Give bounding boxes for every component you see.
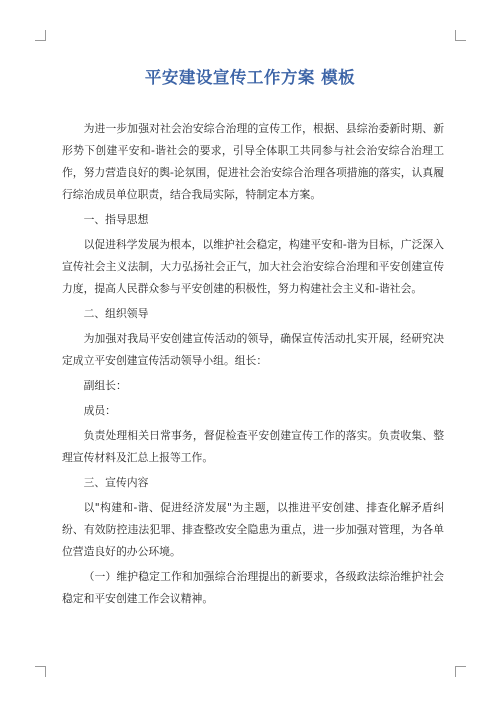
intro-paragraph: 为进一步加强对社会治安综合治理的宣传工作，根据、县综治委新时期、新形势下创建平安和-谐社会的要求，引导全体职工共同参与社会治安综合治理工作，努力营造良好的舆-论氛围，促进社会治安综合治理各项措施的落实，认真履行综治成员单位职责，结合我局实际，特制定本方案。 [62, 122, 444, 201]
crop-mark-bottom-left [35, 666, 46, 677]
crop-mark-top-right [455, 30, 466, 41]
section-heading-organization: 二、组织领导 [83, 307, 149, 320]
guiding-thought-paragraph: 以促进科学发展为根本，以维护社会稳定，构建平安和-谐为目标，广泛深入宣传社会主义法制，大力弘扬社会正气，加大社会治安综合治理和平安创建宣传力度，提高人民群众参与平安创建的积极性，努力构建社会主义和-谐社会。 [62, 238, 444, 295]
organization-paragraph: 为加强对我局平安创建宣传活动的领导，确保宣传活动扎实开展，经研究决定成立平安创建宣传活动领导小组。组长： [62, 332, 444, 367]
content-item-1: （一）维护稳定工作和加强综合治理提出的新要求，各级政法综治维护社会稳定和平安创建工作会议精神。 [62, 570, 444, 605]
crop-mark-bottom-right [455, 666, 466, 677]
members-line: 成员： [83, 404, 116, 417]
section-heading-content: 三、宣传内容 [83, 476, 149, 489]
responsibility-paragraph: 负责处理相关日常事务，督促检查平安创建宣传工作的落实。负责收集、整理宣传材料及汇总上报等工作。 [62, 429, 444, 464]
deputy-leader-line: 副组长： [83, 379, 127, 392]
document-body [62, 118, 444, 610]
content-paragraph: 以"构建和-谐、促进经济发展"为主题，以推进平安创建、排查化解矛盾纠纷、有效防控违法犯罪、排查整改安全隐患为重点，进一步加强对管理，为各单位营造良好的办公环境。 [62, 501, 444, 558]
section-heading-guiding-thought: 一、指导思想 [83, 213, 149, 226]
document-title: 平安建设宣传工作方案 模板 [144, 68, 356, 87]
crop-mark-top-left [35, 30, 46, 41]
